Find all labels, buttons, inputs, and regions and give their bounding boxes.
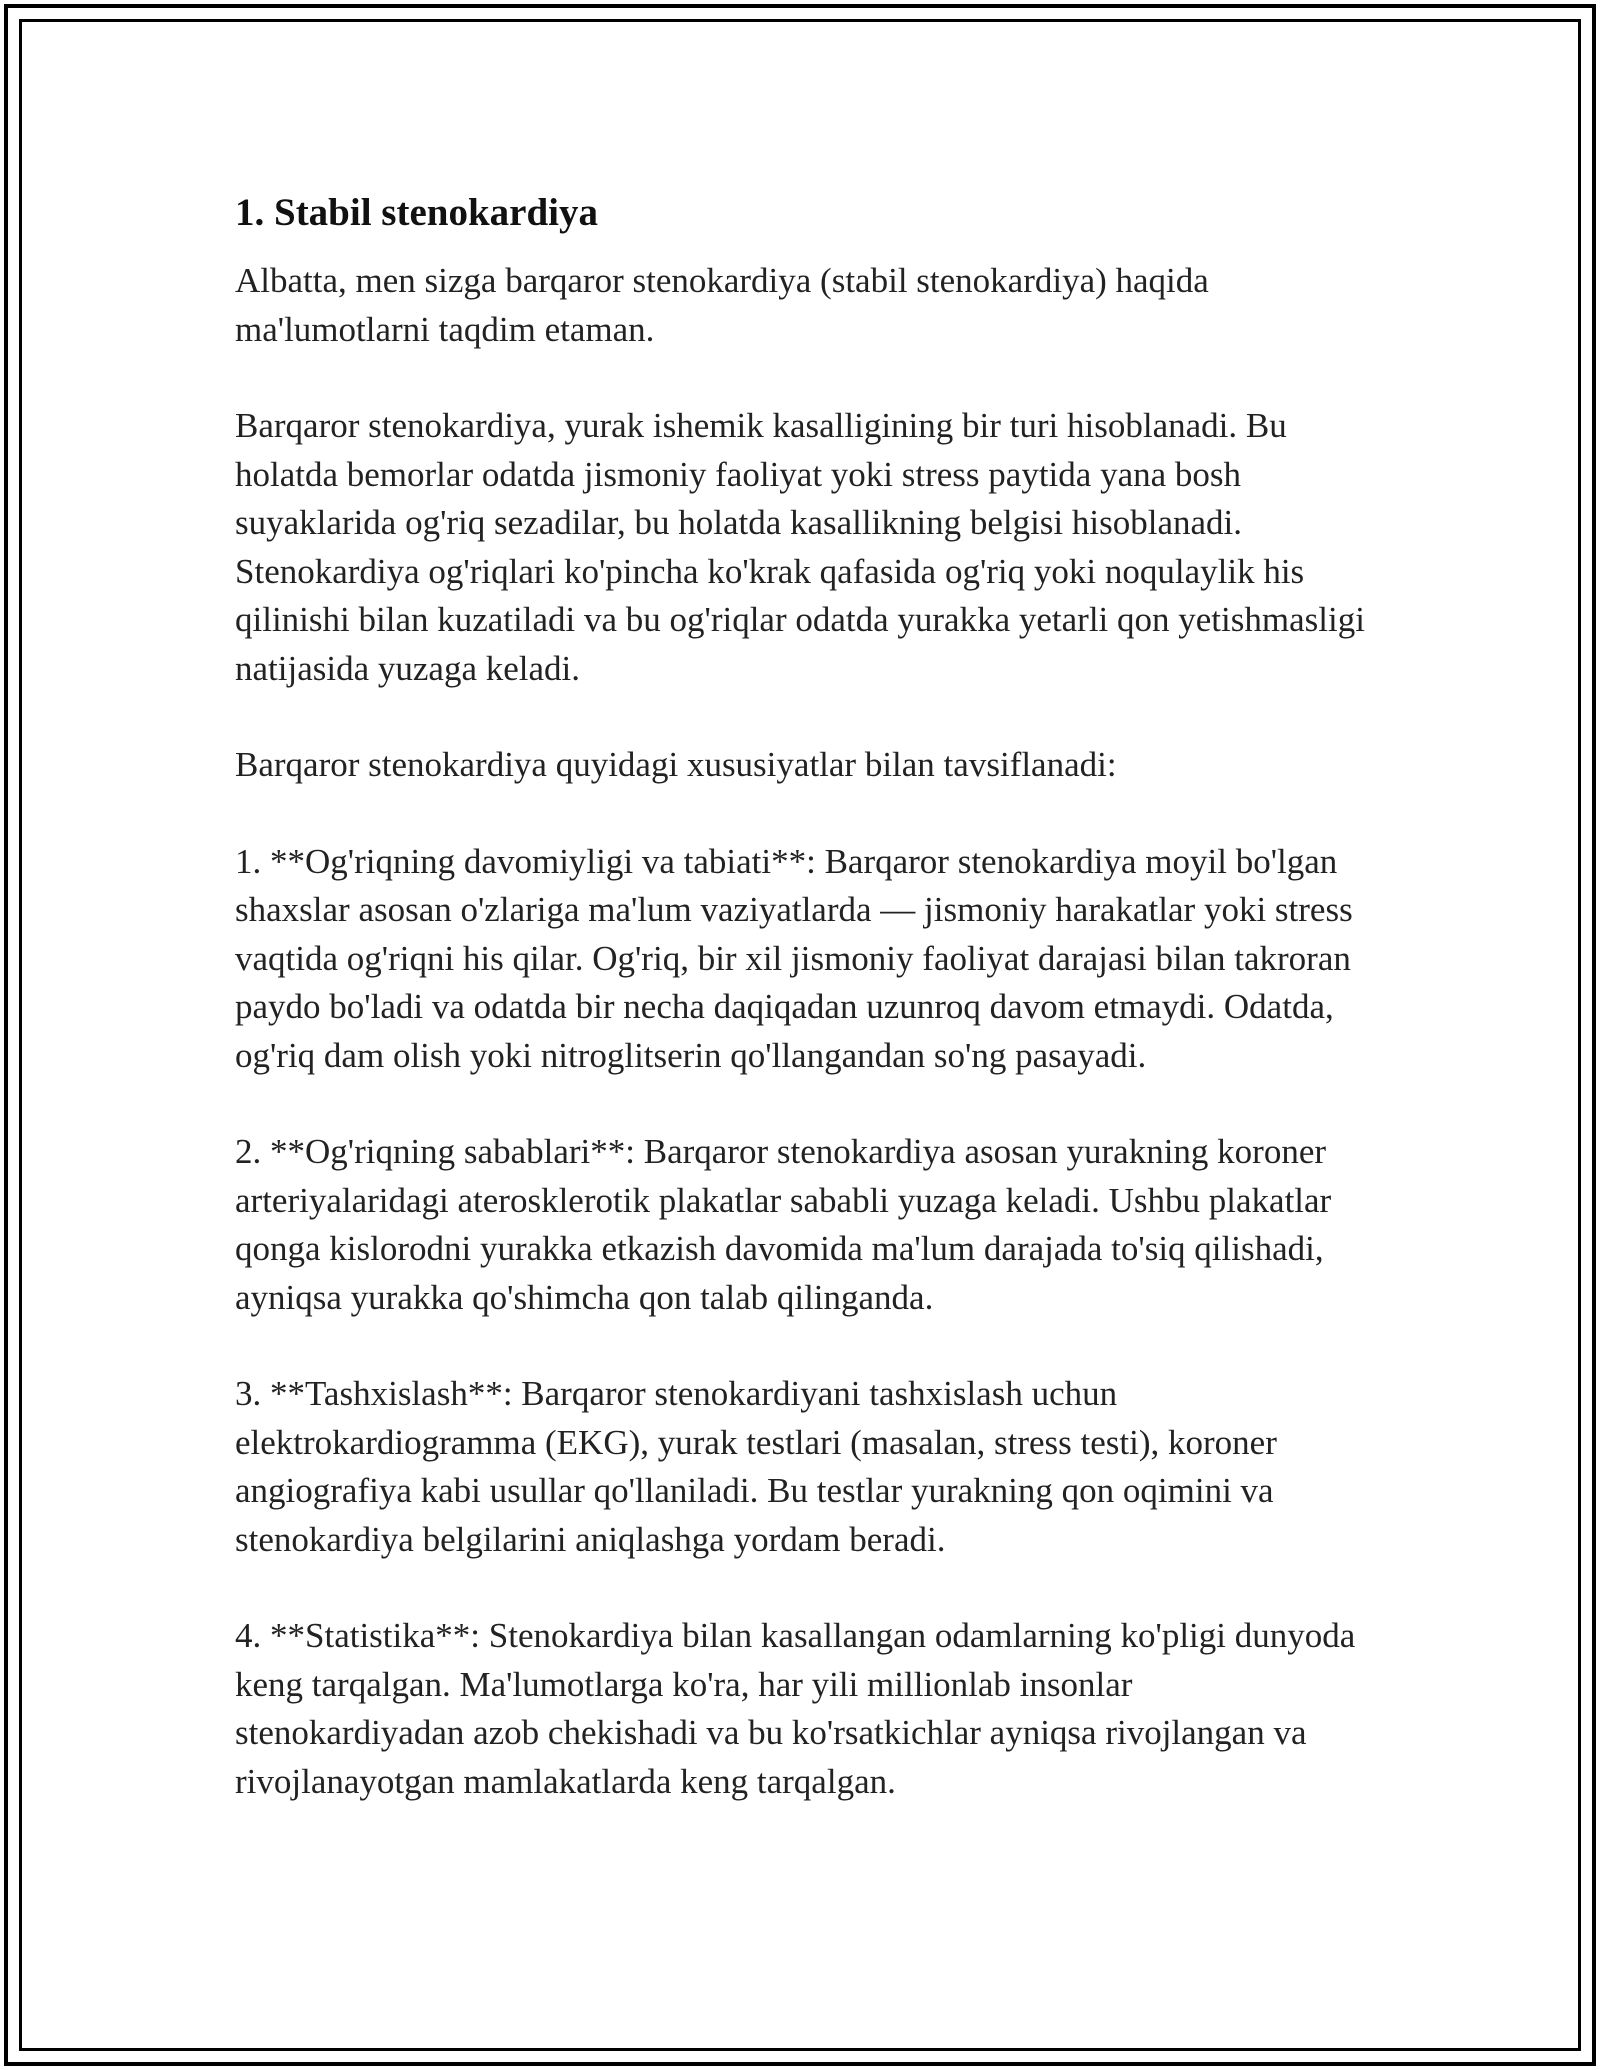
- document-title: 1. Stabil stenokardiya: [235, 191, 598, 234]
- feature-item-diagnosis: 3. **Tashxislash**: Barqaror stenokardiyani tashxislash uchun elektrokardiogramma (EKG), yurak testlari (masalan, stress testi), koroner angiografiya kabi usullar qo'llaniladi. Bu testlar yurakning qon oqimini va stenokardiya belgilarini aniqlashga yordam beradi.: [235, 1374, 1277, 1559]
- features-lead-paragraph: Barqaror stenokardiya quyidagi xususiyatlar bilan tavsiflanadi:: [235, 745, 1117, 784]
- document-body: [235, 188, 1365, 1806]
- definition-paragraph: Barqaror stenokardiya, yurak ishemik kasalligining bir turi hisoblanadi. Bu holatda bemorlar odatda jismoniy faoliyat yoki stress paytida yana bosh suyaklarida og'riq sezadilar, bu holatda kasallikning belgisi hisoblanadi. Stenokardiya og'riqlari ko'pincha ko'krak qafasida og'riq yoki noqulaylik his qilinishi bilan kuzatiladi va bu og'riqlar odatda yurakka yetarli qon yetishmasligi natijasida yuzaga keladi.: [235, 406, 1365, 688]
- feature-item-statistics: 4. **Statistika**: Stenokardiya bilan kasallangan odamlarning ko'pligi dunyoda keng tarqalgan. Ma'lumotlarga ko'ra, har yili millionlab insonlar stenokardiyadan azob chekishadi va bu ko'rsatkichlar ayniqsa rivojlangan va rivojlanayotgan mamlakatlarda keng tarqalgan.: [235, 1616, 1356, 1801]
- feature-item-causes: 2. **Og'riqning sabablari**: Barqaror stenokardiya asosan yurakning koroner arteriyalaridagi aterosklerotik plakatlar sababli yuzaga keladi. Ushbu plakatlar qonga kislorodni yurakka etkazish davomida ma'lum darajada to'siq qilishadi, ayniqsa yurakka qo'shimcha qon talab qilinganda.: [235, 1132, 1332, 1317]
- intro-paragraph: Albatta, men sizga barqaror stenokardiya (stabil stenokardiya) haqida ma'lumotlarni taqdim etaman.: [235, 261, 1209, 349]
- feature-item-duration: 1. **Og'riqning davomiyligi va tabiati**: Barqaror stenokardiya moyil bo'lgan shaxslar asosan o'zlariga ma'lum vaziyatlarda — jismoniy harakatlar yoki stress vaqtida og'riqni his qilar. Og'riq, bir xil jismoniy faoliyat darajasi bilan takroran paydo bo'ladi va odatda bir necha daqiqadan uzunroq davom etmaydi. Odatda, og'riq dam olish yoki nitroglitserin qo'llangandan so'ng pasayadi.: [235, 841, 1353, 1075]
